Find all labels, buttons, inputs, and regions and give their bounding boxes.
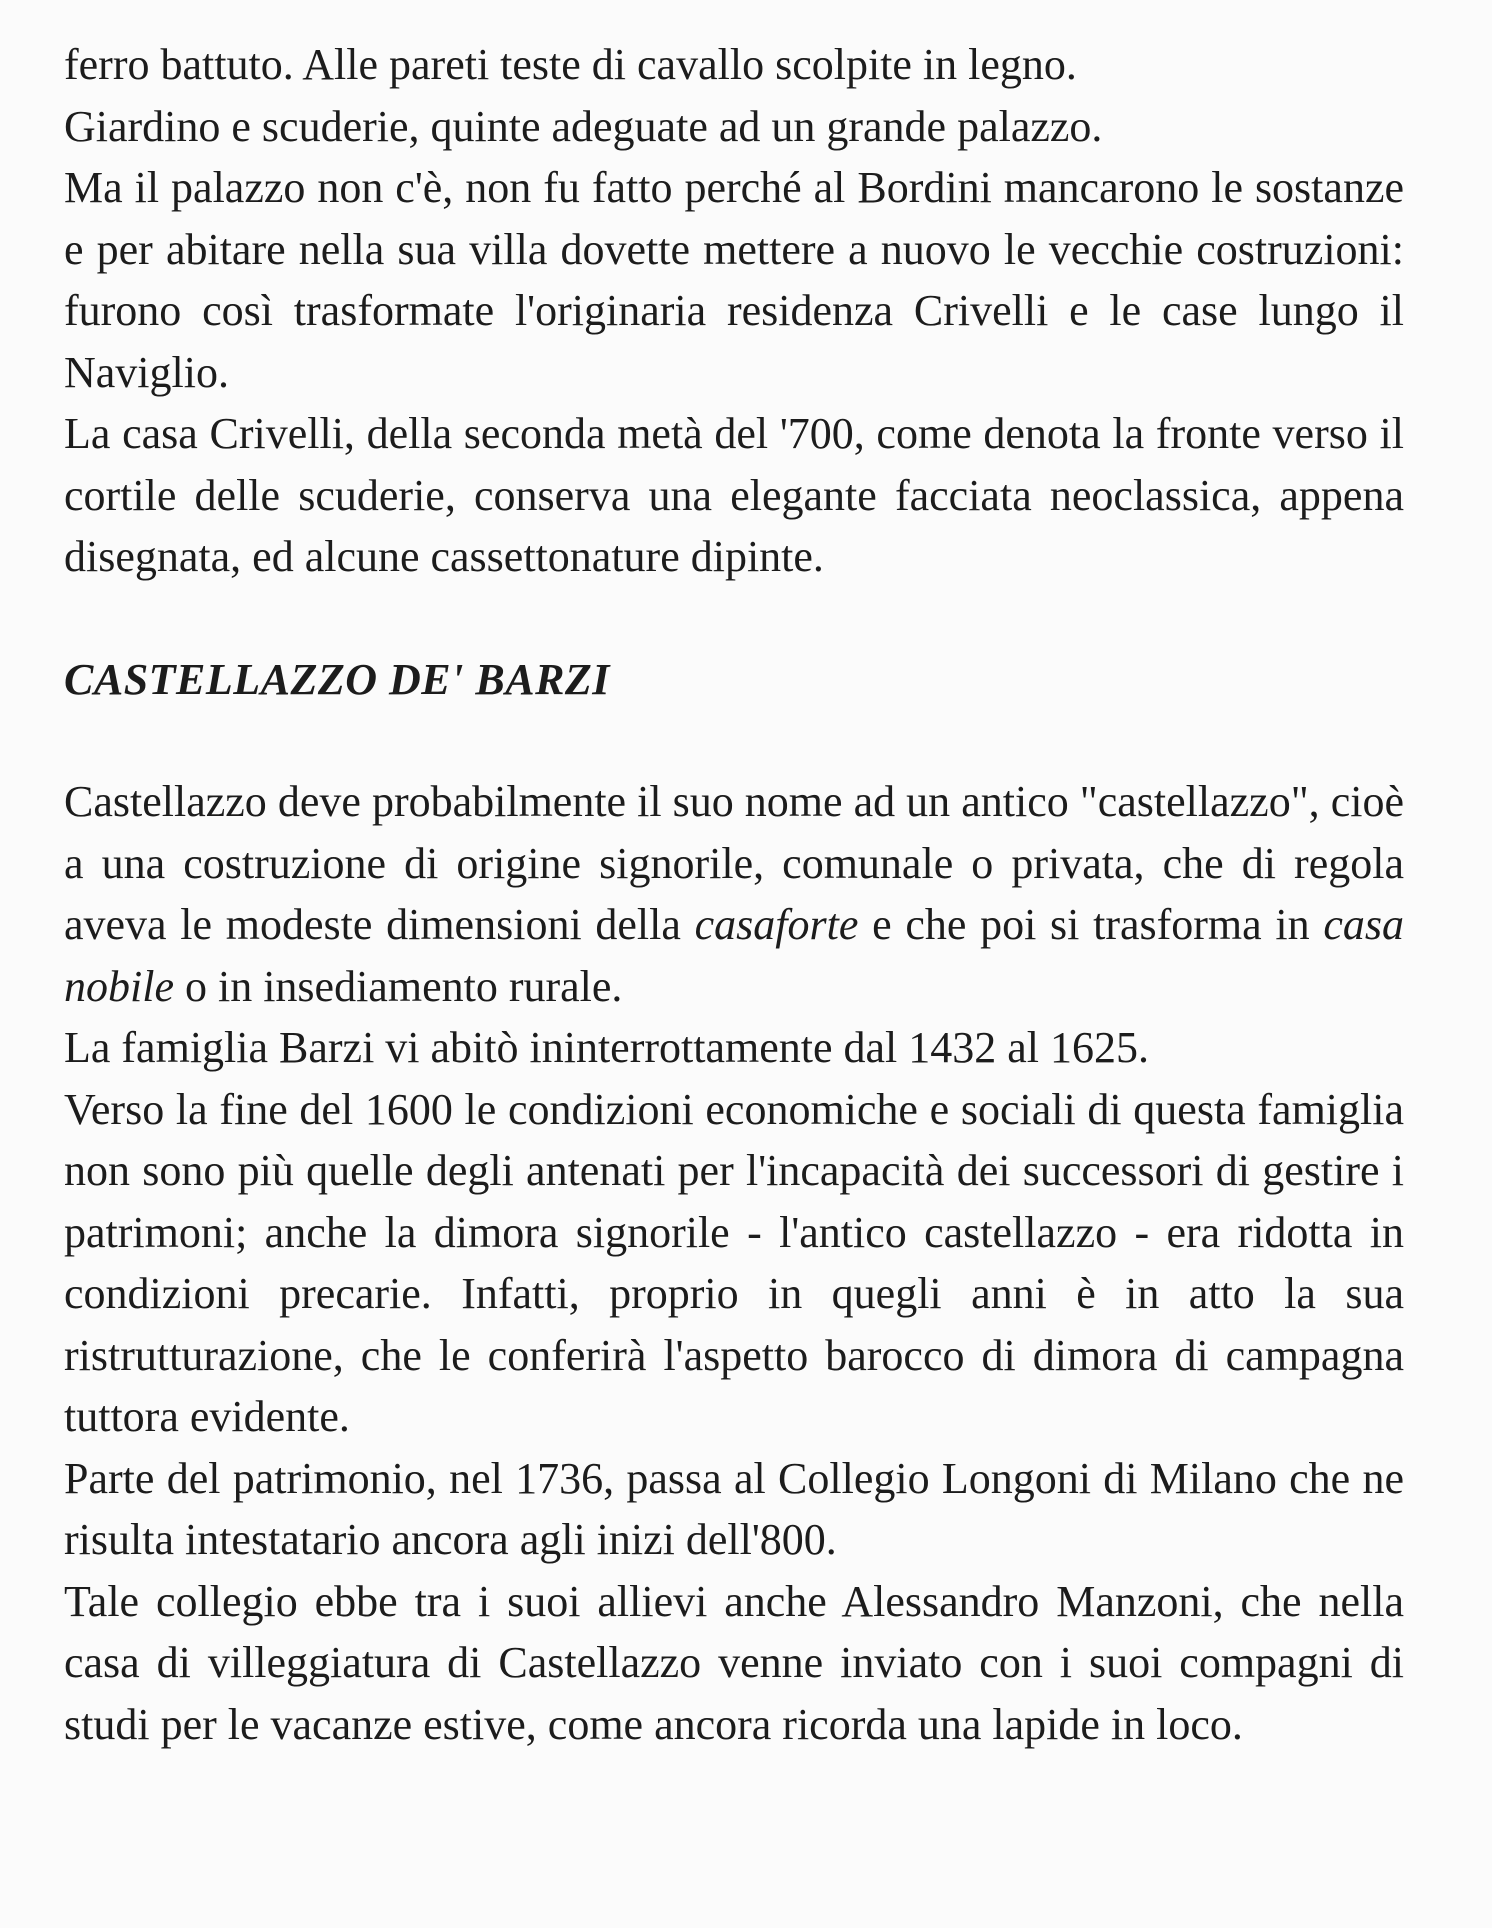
paragraph: Parte del patrimonio, nel 1736, passa al Collegio Longoni di Milano che ne risulta intestatario ancora agli inizi dell'800. [64, 1453, 1404, 1564]
paragraph: Ma il palazzo non c'è, non fu fatto perché al Bordini mancarono le sostanze e per abitare nella sua villa dovette mettere a nuovo le vecchie costruzioni: furono così trasformate l'originaria residenza Crivelli e le case lungo il Naviglio. [64, 163, 1404, 397]
paragraph: Tale collegio ebbe tra i suoi allievi anche Alessandro Manzoni, che nella casa di villeggiatura di Castellazzo venne inviato con i suoi compagni di studi per le vacanze estive, come ancora ricorda una lapide in loco. [64, 1576, 1404, 1749]
paragraph: La casa Crivelli, della seconda metà del '700, come denota la fronte verso il cortile delle scuderie, conserva una elegante facciata neoclassica, appena disegnata, ed alcune cassettonature dipinte. [64, 409, 1404, 581]
paragraph: Verso la fine del 1600 le condizioni economiche e sociali di questa famiglia non sono più quelle degli antenati per l'incapacità dei successori di gestire i patrimoni; anche la dimora signorile - l'antico castellazzo - era ridotta in condizioni precarie. Infatti, proprio in quegli anni è in atto la sua ristrutturazione, che le conferirà l'aspetto barocco di dimora di campagna tuttora evidente. [64, 1084, 1404, 1441]
intro-section [64, 34, 1404, 588]
text-column [64, 34, 1404, 1755]
paragraph: ferro battuto. Alle pareti teste di cavallo scolpite in legno. [64, 40, 1077, 89]
castellazzo-section [64, 771, 1404, 1755]
paragraph-text: o in insediamento rurale. [173, 961, 623, 1011]
italic-term: casa nobile [64, 900, 1404, 1011]
paragraph-text: e che poi si trasforma in [858, 900, 1324, 949]
paragraph-text: Castellazzo deve probabilmente il suo nome ad un antico "castellazzo", cioè a una costruzione di origine signorile, comunale o privata, che di regola aveva le modeste dimensioni della [64, 777, 1404, 949]
paragraph: La famiglia Barzi vi abitò ininterrottamente dal 1432 al 1625. [64, 1023, 1150, 1072]
section-heading: CASTELLAZZO DE' BARZI [64, 654, 610, 704]
paragraph: Giardino e scuderie, quinte adeguate ad un grande palazzo. [64, 101, 1103, 151]
paragraph [64, 771, 1404, 1017]
italic-term: casaforte [694, 900, 859, 949]
